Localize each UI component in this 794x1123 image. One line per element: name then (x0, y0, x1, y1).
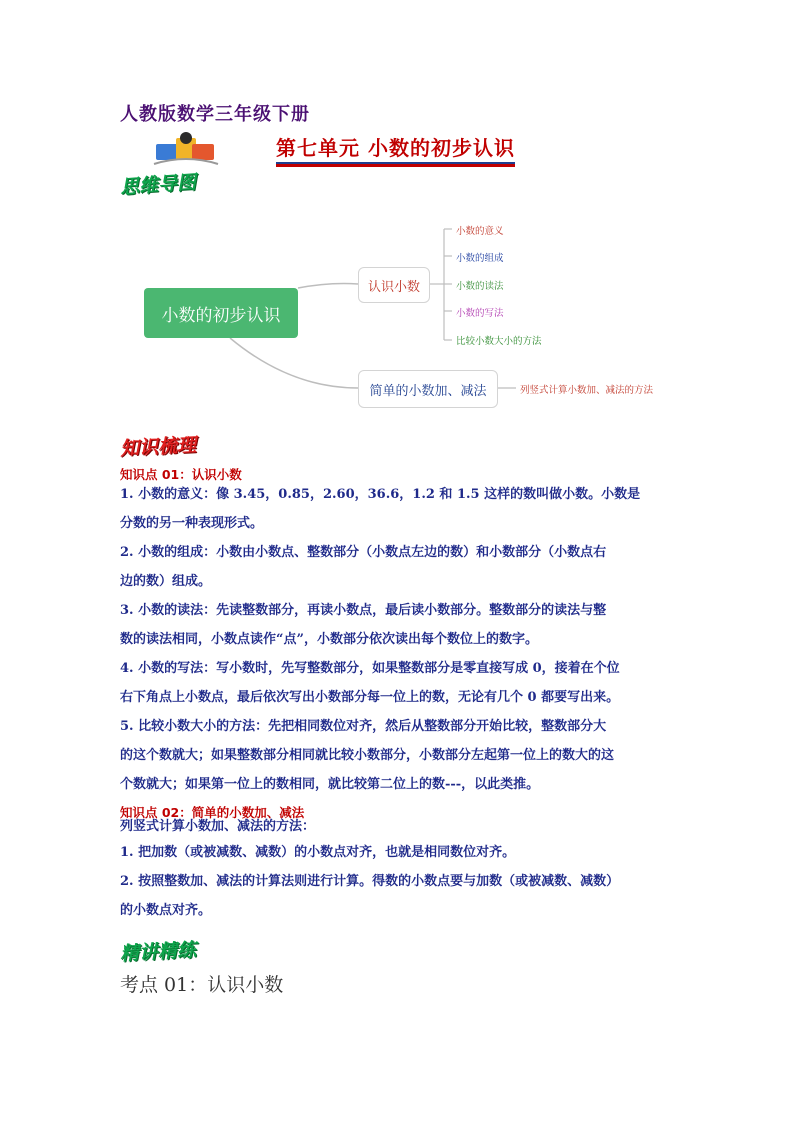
knowledge-heading: 知识梳理 (119, 434, 197, 460)
kp1-line: 2. 小数的组成：小数由小数点、整数部分（小数点左边的数）和小数部分（小数点右 (120, 545, 607, 560)
unit-title: 第七单元 小数的初步认识 (276, 132, 515, 164)
kp1-line: 数的读法相同，小数点读作“点”，小数部分依次读出每个数位上的数字。 (120, 632, 538, 647)
mindmap-connectors (0, 0, 794, 420)
book-title: 人教版数学三年级下册 (120, 104, 310, 125)
kp2-line: 的小数点对齐。 (120, 903, 212, 918)
kp1-line: 4. 小数的写法：写小数时，先写整数部分，如果整数部分是零直接写成 0，接着在个位 (120, 661, 620, 676)
practice-heading: 精讲精练 (119, 939, 197, 965)
kp1-line: 个数就大；如果第一位上的数相同，就比较第二位上的数---，以此类推。 (120, 777, 540, 792)
kp1-line: 右下角点上小数点，最后依次写出小数部分每一位上的数，无论有几个 0 都要写出来。 (120, 690, 620, 705)
mindmap-heading: 思维导图 (119, 171, 197, 199)
kp1-line: 5. 比较小数大小的方法：先把相同数位对齐，然后从整数部分开始比较，整数部分大 (120, 719, 607, 734)
knowledge-point-2-body (120, 816, 680, 925)
kp2-line: 2. 按照整数加、减法的计算法则进行计算。得数的小数点要与加数（或被减数、减数） (120, 874, 620, 889)
mindmap-root-node: 小数的初步认识 (144, 288, 298, 338)
knowledge-point-1-body (120, 480, 680, 799)
kp1-line: 的这个数就大；如果整数部分相同就比较小数部分，小数部分左起第一位上的数大的这 (120, 748, 615, 763)
mindmap-branch-add-sub: 简单的小数加、减法 (358, 370, 498, 408)
mindmap-leaf-reading: 小数的读法 (456, 281, 504, 292)
knowledge-point-1-title: 知识点 01：认识小数 (120, 467, 242, 482)
mindmap-leaf-writing: 小数的写法 (456, 308, 504, 319)
kp2-intro: 列竖式计算小数加、减法的方法： (120, 819, 316, 834)
kp1-line: 3. 小数的读法：先读整数部分，再读小数点，最后读小数部分。整数部分的读法与整 (120, 603, 607, 618)
kp1-line: 1. 小数的意义：像 3.45，0.85，2.60，36.6，1.2 和 1.5 这样的数叫做小数。小数是 (120, 487, 641, 502)
kp1-line: 分数的另一种表现形式。 (120, 516, 264, 531)
mindmap-leaf-comparing: 比较小数大小的方法 (456, 336, 542, 347)
exam-point-title: 考点 01：认识小数 (120, 974, 284, 996)
kp1-line: 边的数）组成。 (120, 574, 212, 589)
kp2-line: 1. 把加数（或被减数、减数）的小数点对齐，也就是相同数位对齐。 (120, 845, 516, 860)
mindmap-leaf-vertical-calc: 列竖式计算小数加、减法的方法 (520, 385, 654, 396)
mindmap-leaf-meaning: 小数的意义 (456, 226, 504, 237)
mindmap-leaf-composition: 小数的组成 (456, 253, 504, 264)
knowledge-point-2-title: 知识点 02：简单的小数加、减法 (120, 805, 305, 820)
mindmap-branch-recognize: 认识小数 (358, 267, 430, 303)
